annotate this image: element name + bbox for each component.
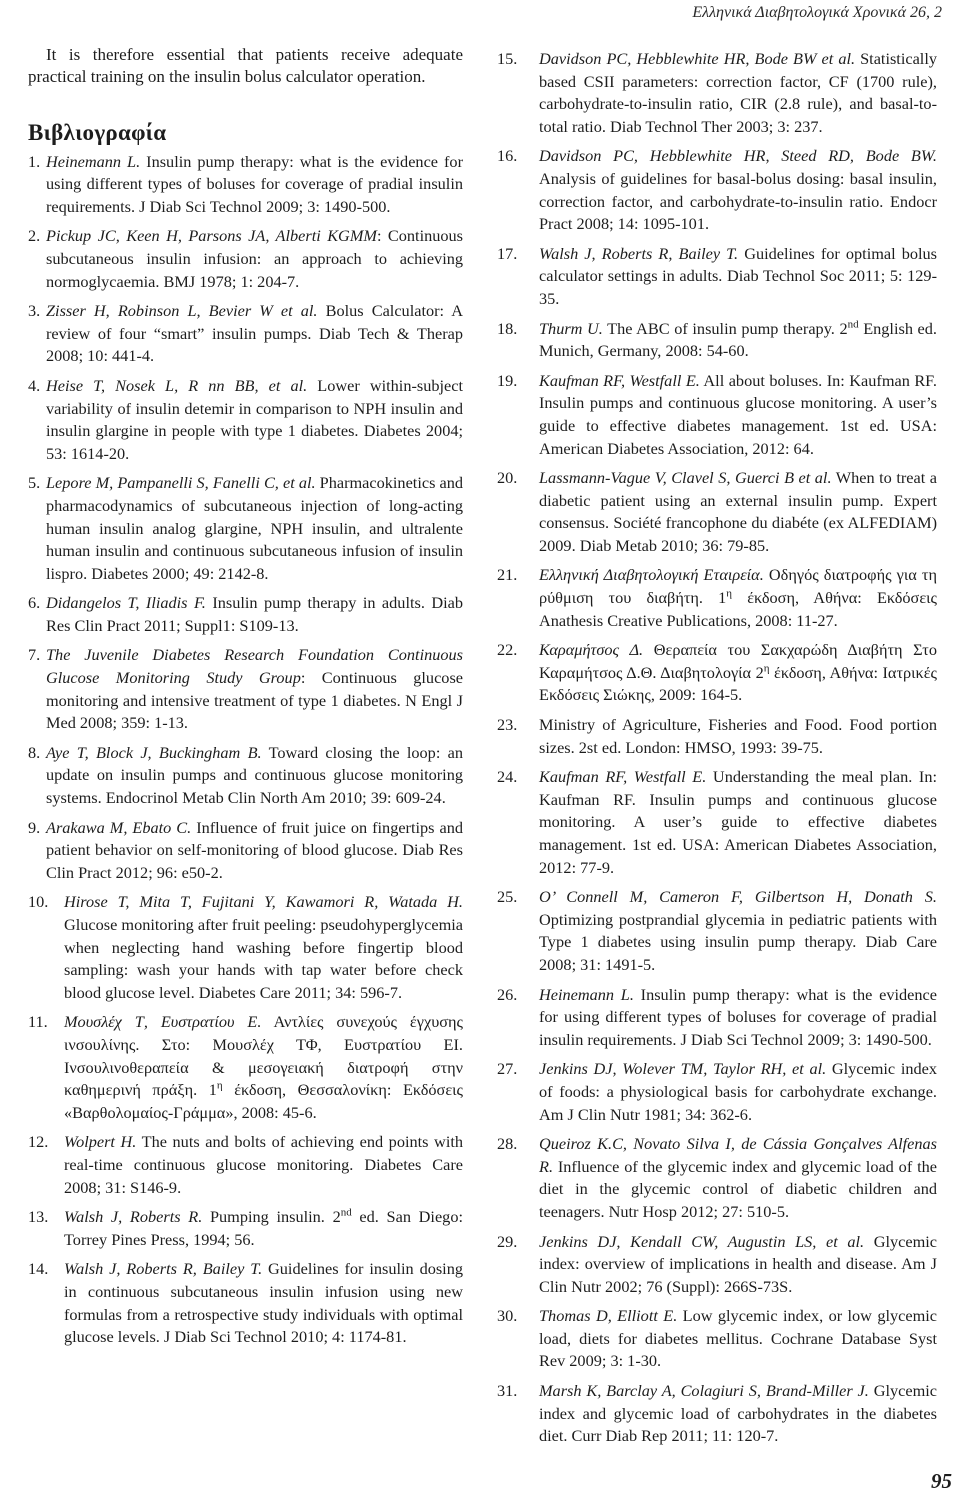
reference-item [497, 243, 937, 311]
reference-text: Influence of fruit juice on fingertips and patient behavior on self-monitoring of blood glucose. Diab Res Clin Pract 2012; 96: e50-2. [46, 817, 463, 882]
reference-text: Glycemic index: overview of implications in health and disease. Am J Clin Nutr 2002; 76 (Suppl): 266S-73S. [539, 1231, 937, 1296]
reference-text-continued: έκδοση, Αθήνα: Εκδόσεις Anathesis Creative Publications, 2008: 11-27. [539, 588, 937, 630]
reference-number: 20. [497, 468, 518, 488]
reference-authors: Jenkins DJ, Wolever TM, Taylor RH, et al. [539, 1059, 827, 1079]
reference-body [46, 742, 463, 810]
reference-authors: Heinemann L. [539, 984, 634, 1004]
reference-item [497, 145, 937, 235]
reference-item [497, 1380, 937, 1448]
reference-text: Ministry of Agriculture, Fisheries and Food. Food portion sizes. 2st ed. London: HMSO, 1993: 39-75. [539, 715, 937, 757]
reference-text: All about boluses. In: Kaufman RF. Insulin pumps and continuous glucose monitoring. A user’s guide to effective diabetes management. 1st ed. USA: American Diabetes Association, 2012: 64. [539, 370, 938, 458]
reference-text: Low glycemic index, or low glycemic load, diets for diabetes mellitus. Cochrane Database Syst Rev 2009; 3: 1-30. [539, 1306, 937, 1371]
reference-authors: Μουσλέχ Τ, Ευστρατίου Ε. [64, 1012, 262, 1032]
right-column [497, 48, 937, 1455]
reference-number: 24. [497, 767, 518, 787]
reference-number: 28. [497, 1134, 518, 1154]
reference-body [64, 891, 463, 1004]
reference-number: 11. [28, 1012, 48, 1032]
reference-text: : Continuous glucose monitoring and intensive treatment of type 1 diabetes. N Engl J Med 2008; 359: 1-13. [46, 668, 464, 733]
reference-authors: Pickup JC, Keen H, Parsons JA, Alberti KGMM [46, 226, 377, 246]
reference-text-continued: έκδοση, Θεσσαλονίκη: Εκδόσεις «Βαρθολομαίος-Γράμμα», 2008: 45-6. [64, 1080, 463, 1122]
reference-number: 1. [28, 151, 41, 171]
reference-number: 10. [28, 892, 49, 912]
reference-body [539, 1380, 937, 1448]
reference-item [28, 817, 463, 885]
reference-item [497, 1058, 937, 1126]
reference-item [28, 644, 463, 734]
reference-body [64, 1131, 463, 1199]
reference-item [28, 1011, 463, 1124]
intro-paragraph: It is therefore essential that patients receive adequate practical training on the insulin bolus calculator operation. [28, 45, 463, 86]
reference-authors: Walsh J, Roberts R, Bailey T. [64, 1259, 263, 1279]
reference-number: 31. [497, 1381, 518, 1401]
reference-item [28, 592, 463, 637]
reference-body [539, 984, 937, 1052]
reference-body [46, 592, 463, 637]
reference-authors: Lassmann-Vague V, Clavel S, Guerci B et al. [539, 468, 832, 488]
reference-item [28, 151, 463, 219]
reference-authors: Aye T, Block J, Buckingham B. [46, 742, 262, 762]
reference-number: 16. [497, 146, 518, 166]
reference-text-continued: έκδοση, Αθήνα: Ιατρικές Εκδόσεις Σιώκης, 2009: 164-5. [539, 662, 937, 705]
reference-item [497, 370, 937, 460]
reference-number: 5. [28, 473, 41, 493]
reference-number: 6. [28, 593, 41, 613]
reference-authors: Walsh J, Roberts R. [64, 1207, 203, 1227]
reference-number: 17. [497, 243, 518, 263]
reference-text: The ABC of insulin pump therapy. 2 [602, 318, 848, 338]
reference-body [539, 243, 937, 311]
reference-number: 25. [497, 887, 518, 907]
reference-superscript: nd [847, 318, 859, 331]
reference-number: 12. [28, 1132, 49, 1152]
reference-list-right [497, 48, 937, 1448]
reference-authors: Arakawa M, Ebato C. [46, 817, 192, 837]
reference-authors: Thurm U. [539, 318, 603, 338]
reference-body [64, 1258, 463, 1348]
reference-text: Glucose monitoring after fruit peeling: pseudohyperglycemia when neglecting hand washing before fingertip blood sampling: wash your hands with tap water before check blood glucose level. Diabetes Care 2011; 34: 596-7. [64, 915, 463, 1002]
reference-body [64, 1206, 463, 1251]
reference-item [497, 766, 937, 879]
reference-text: When to treat a diabetic patient using an external insulin pump. Expert consensus. Société francophone du diabéte (ex ALFEDIAM) 2009. Diab Metab 2010; 36: 79-85. [539, 468, 937, 555]
reference-text: Optimizing postprandial glycemia in pediatric patients with Type 1 diabetes using insulin pump therapy. Diab Care 2008; 31: 1491-5. [539, 909, 937, 974]
reference-item [497, 1305, 937, 1373]
running-header: Ελληνικά Διαβητολογικά Χρονικά 26, 2 [692, 4, 942, 21]
reference-authors: Ελληνική Διαβητολογική Εταιρεία. [539, 565, 764, 585]
reference-number: 19. [497, 370, 518, 390]
reference-item [28, 1131, 463, 1199]
reference-item [497, 714, 937, 759]
reference-item [497, 639, 937, 707]
reference-body [46, 644, 463, 734]
reference-number: 22. [497, 640, 518, 660]
reference-number: 18. [497, 318, 518, 338]
reference-body [46, 472, 463, 585]
reference-item [497, 48, 937, 138]
section-title: Βιβλιογραφία [28, 120, 167, 145]
reference-item [28, 472, 463, 585]
reference-item [28, 300, 463, 368]
reference-body [539, 370, 937, 460]
reference-body [64, 1011, 463, 1124]
reference-superscript: η [763, 662, 770, 675]
reference-text: Insulin pump therapy: what is the evidence for using different types of boluses for coverage of pradial insulin requirements. J Diab Sci Technol 2009; 3: 1490-500. [539, 984, 937, 1049]
reference-authors: Davidson PC, Hebblewhite HR, Bode BW et al. [539, 49, 856, 68]
reference-text-continued: ed. San Diego: Torrey Pines Press, 1994; 56. [64, 1207, 463, 1249]
reference-body [539, 1231, 937, 1299]
reference-body [539, 886, 937, 976]
reference-authors: Hirose T, Mita T, Fujitani Y, Kawamori R, Watada H. [64, 892, 463, 912]
reference-body [539, 564, 937, 632]
left-column [28, 44, 463, 1356]
reference-superscript: η [726, 587, 733, 600]
reference-authors: Heise T, Nosek L, R nn BB, et al. [46, 375, 308, 395]
reference-number: 14. [28, 1259, 49, 1279]
reference-text: Guidelines for insulin dosing in continuous subcutaneous insulin infusion using new formulas from a retrospective study individuals with optimal glucose levels. J Diab Sci Technol 2010; 4: 1174-81. [64, 1259, 463, 1347]
reference-authors: The Juvenile Diabetes Research Foundation Continuous Glucose Monitoring Study Group [46, 645, 463, 688]
reference-superscript: η [216, 1079, 223, 1092]
reference-body [539, 318, 937, 363]
reference-number: 9. [28, 817, 41, 837]
reference-item [28, 1258, 463, 1348]
reference-text: Understanding the meal plan. In: Kaufman RF. Insulin pumps and continuous glucose monitoring. A user’s guide to effective diabetes management. 1st ed. USA: American Diabetes Association, 2012: 77-9. [539, 767, 937, 877]
reference-body [539, 145, 937, 235]
reference-item [28, 225, 463, 293]
reference-text-continued: English ed. Munich, Germany, 2008: 54-60. [539, 318, 937, 361]
page-number: 95 [931, 1469, 952, 1493]
reference-body [539, 1133, 937, 1223]
reference-authors: Lepore M, Pampanelli S, Fanelli C, et al. [46, 473, 316, 493]
reference-text: Οδηγός διατροφής για τη ρύθμιση του διαβήτη. 1 [539, 565, 937, 608]
reference-body [539, 48, 937, 138]
reference-body [46, 225, 463, 293]
reference-item [497, 1133, 937, 1223]
reference-body [539, 714, 937, 759]
reference-item [28, 375, 463, 465]
reference-text: Analysis of guidelines for basal-bolus dosing: basal insulin, correction factor, and carbohydrate-to-insulin ratio. Endocr Pract 2008; 14: 1095-101. [539, 168, 937, 234]
reference-number: 29. [497, 1231, 518, 1251]
reference-authors: Kaufman RF, Westfall E. [539, 767, 707, 787]
reference-authors: Wolpert H. [64, 1132, 137, 1152]
reference-authors: Marsh K, Barclay A, Colagiuri S, Brand-Miller J. [539, 1381, 869, 1401]
reference-number: 3. [28, 301, 41, 321]
reference-authors: Kaufman RF, Westfall E. [539, 370, 700, 390]
reference-number: 13. [28, 1207, 49, 1227]
reference-number: 4. [28, 375, 41, 395]
reference-text: Insulin pump therapy in adults. Diab Res Clin Pract 2011; Suppl1: S109-13. [46, 593, 463, 635]
reference-body [46, 300, 463, 368]
reference-body [539, 1305, 937, 1373]
reference-item [497, 318, 937, 363]
reference-body [539, 1058, 937, 1126]
reference-text: Guidelines for optimal bolus calculator settings in adults. Diab Technol Soc 2011; 5: 129-35. [539, 243, 937, 308]
reference-authors: Walsh J, Roberts R, Bailey T. [539, 243, 739, 263]
reference-text: Glycemic index of foods: a physiological basis for carbohydrate exchange. Am J Clin Nutr 1981; 34: 362-6. [539, 1059, 937, 1124]
reference-text: Θεραπεία του Σακχαρώδη Διαβήτη Στο Καραμήτσος Δ.Θ. Διαβητολογία 2 [539, 640, 937, 682]
reference-text: Bolus Calculator: A review of four “smart” insulin pumps. Diab Tech & Therap 2008; 10: 441-4. [46, 301, 464, 366]
reference-item [497, 564, 937, 632]
reference-text: Pharmacokinetics and pharmacodynamics of subcutaneous injection of long-acting human insulin analog glargine, NPH insulin, and ultralente human insulin and continuous subcutaneous infusion of insulin lispro. Diabetes 2000; 49: 2142-8. [46, 473, 464, 583]
reference-body [46, 817, 463, 885]
reference-authors: Didangelos T, Iliadis F. [46, 593, 206, 613]
reference-number: 23. [497, 715, 518, 735]
reference-number: 26. [497, 984, 518, 1004]
reference-text: Αντλίες συνεχούς έγχυσης ινσουλίνης. Στο: Μουσλέχ ΤΦ, Ευστρατίου ΕΙ. Ινσουλινοθεραπεία & μεσογειακή διατροφή στην καθημερινή πράξη. 1 [64, 1012, 463, 1100]
reference-item [28, 891, 463, 1004]
reference-text: Insulin pump therapy: what is the evidence for using different types of boluses for coverage of pradial insulin requirements. J Diab Sci Technol 2009; 3: 1490-500. [46, 151, 463, 216]
reference-item [28, 742, 463, 810]
reference-superscript: nd [340, 1206, 352, 1219]
reference-authors: Thomas D, Elliott E. [539, 1306, 678, 1326]
reference-number: 7. [28, 645, 41, 665]
reference-text: Glycemic index and glycemic load of carbohydrates in the diabetes diet. Curr Diab Rep 2011; 11: 120-7. [539, 1381, 938, 1446]
reference-number: 21. [497, 565, 518, 585]
reference-authors: Davidson PC, Hebblewhite HR, Steed RD, Bode BW. [539, 146, 937, 166]
reference-body [539, 766, 937, 879]
reference-authors: Queiroz K.C, Novato Silva I, de Cássia Gonçalves Alfenas R. [539, 1134, 937, 1176]
reference-number: 15. [497, 49, 518, 68]
reference-authors: Zisser H, Robinson L, Bevier W et al. [46, 301, 318, 321]
reference-item [497, 886, 937, 976]
reference-text: Statistically based CSII parameters: correction factor, CF (1700 rule), carbohydrate-to-insulin ratio, CIR (2.8 rule), and basal-to-total ratio. Diab Technol Ther 2003; 3: 237. [539, 49, 937, 136]
reference-text: : Continuous subcutaneous insulin infusion: an approach to achieving normoglycaemia. BMJ 1978; 1: 204-7. [46, 226, 463, 291]
reference-list-left [28, 151, 463, 1349]
reference-text: The nuts and bolts of achieving end points with real-time continuous glucose monitoring. Diabetes Care 2008; 31: S146-9. [64, 1132, 464, 1197]
reference-authors: Καραμήτσος Δ. [539, 640, 644, 660]
reference-body [46, 151, 463, 219]
reference-item [28, 1206, 463, 1251]
reference-item [497, 467, 937, 557]
reference-number: 30. [497, 1306, 518, 1326]
reference-text: Pumping insulin. 2 [202, 1207, 341, 1227]
reference-body [539, 639, 937, 707]
reference-body [46, 375, 463, 465]
reference-text: Lower within-subject variability of insulin detemir in comparison to NPH insulin and insulin glargine in people with type 1 diabetes. Diabetes 2004; 53: 1614-20. [46, 375, 463, 463]
reference-body [539, 467, 937, 557]
reference-number: 8. [28, 742, 41, 762]
reference-item [497, 984, 937, 1052]
reference-text: Toward closing the loop: an update on insulin pumps and continuous glucose monitoring systems. Endocrinol Metab Clin North Am 2010; 39: 609-24. [46, 742, 463, 808]
reference-text: Influence of the glycemic index and glycemic load of the diet in the glycemic control of diabetic children and teenagers. Nutr Hosp 2012; 27: 510-5. [539, 1156, 937, 1221]
reference-authors: O’ Connell M, Cameron F, Gilbertson H, Donath S. [539, 887, 937, 907]
reference-item [497, 1231, 937, 1299]
reference-number: 27. [497, 1059, 518, 1079]
reference-authors: Jenkins DJ, Kendall CW, Augustin LS, et al. [539, 1231, 865, 1251]
reference-authors: Heinemann L. [46, 151, 141, 171]
reference-number: 2. [28, 226, 41, 246]
